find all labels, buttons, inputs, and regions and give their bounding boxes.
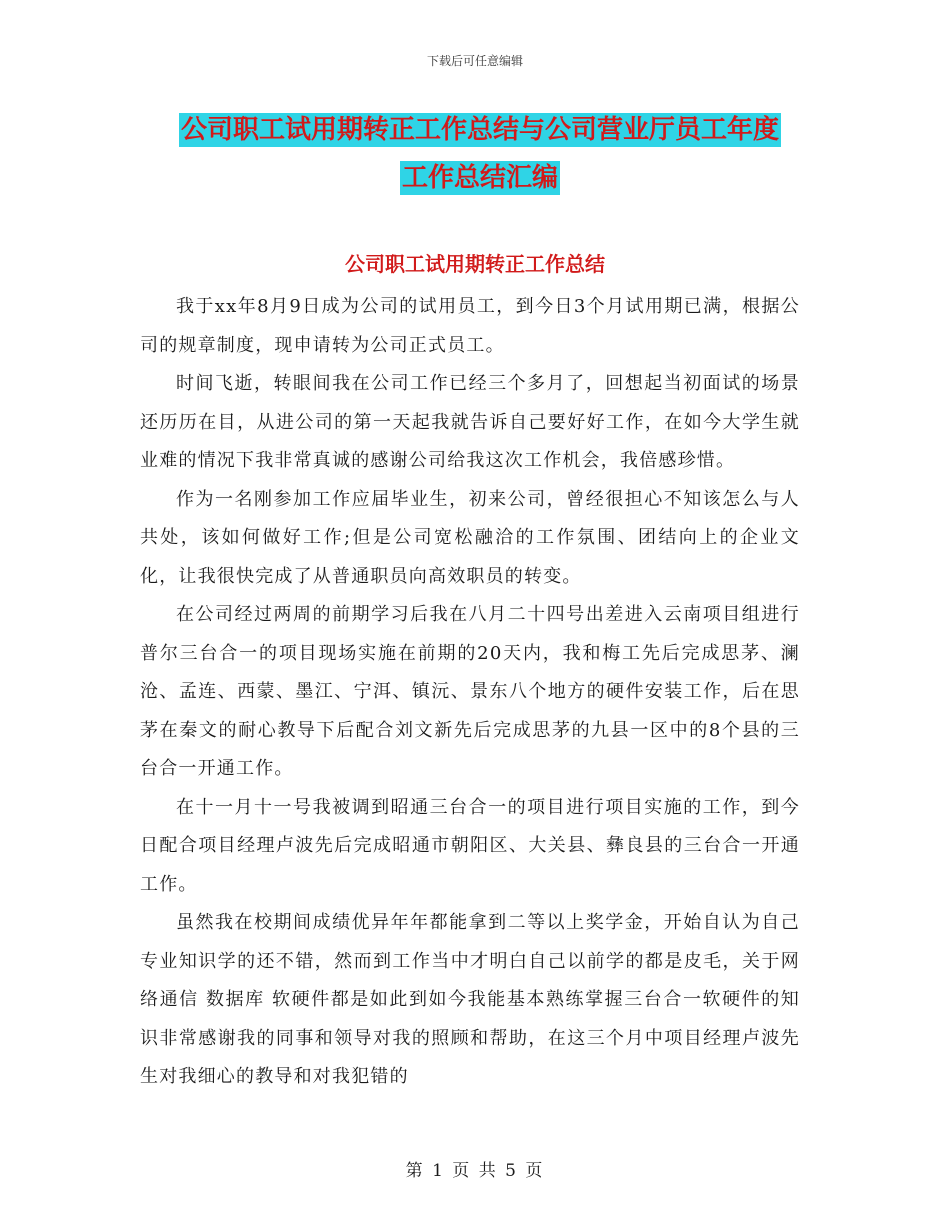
paragraph: 在十一月十一号我被调到昭通三台合一的项目进行项目实施的工作，到今日配合项目经理卢波先后完成昭通市朝阳区、大关县、彝良县的三台合一开通工作。 [140,796,800,895]
header-note: 下载后可任意编辑 [426,54,523,68]
section-title: 公司职工试用期转正工作总结 [345,252,605,276]
paragraph: 在公司经过两周的前期学习后我在八月二十四号出差进入云南项目组进行普尔三台合一的项目现场实施在前期的20天内，我和梅工先后完成思茅、澜沧、孟连、西蒙、墨江、宁洱、镇沅、景东八个地方的硬件安装工作，后在思茅在秦文的耐心教导下后配合刘文新先后完成思茅的九县一区中的8个县的三台合一开通工作。 [140,604,800,779]
paragraph: 作为一名刚参加工作应届毕业生，初来公司，曾经很担心不知该怎么与人共处，该如何做好工作;但是公司宽松融洽的工作氛围、团结向上的企业文化，让我很快完成了从普通职员向高效职员的转变。 [140,488,800,587]
paragraph: 我于xx年8月9日成为公司的试用员工，到今日3个月试用期已满，根据公司的规章制度，现申请转为公司正式员工。 [140,296,800,356]
document-title-line-2: 工作总结汇编 [401,163,558,193]
paragraph: 时间飞逝，转眼间我在公司工作已经三个多月了，回想起当初面试的场景还历历在目，从进公司的第一天起我就告诉自己要好好工作，在如今大学生就业难的情况下我非常真诚的感谢公司给我这次工作机会，我倍感珍惜。 [140,373,800,471]
paragraph: 虽然我在校期间成绩优异年年都能拿到二等以上奖学金，开始自认为自己专业知识学的还不错，然而到工作当中才明白自己以前学的都是皮毛，关于网络通信 数据库 软硬件都是如此到如今我能基本熟练掌握三台合一软硬件的知识非常感谢我的同事和领导对我的照顾和帮助，在这三个月中项目经理卢波先生对我细心的教导和对我犯错的 [140,912,800,1087]
document-title-line-1: 公司职工试用期转正工作总结与公司营业厅员工年度 [180,115,779,145]
document-title [140,106,820,202]
page-number: 第 1 页 共 5 页 [405,1161,545,1181]
body-text [140,288,800,1097]
